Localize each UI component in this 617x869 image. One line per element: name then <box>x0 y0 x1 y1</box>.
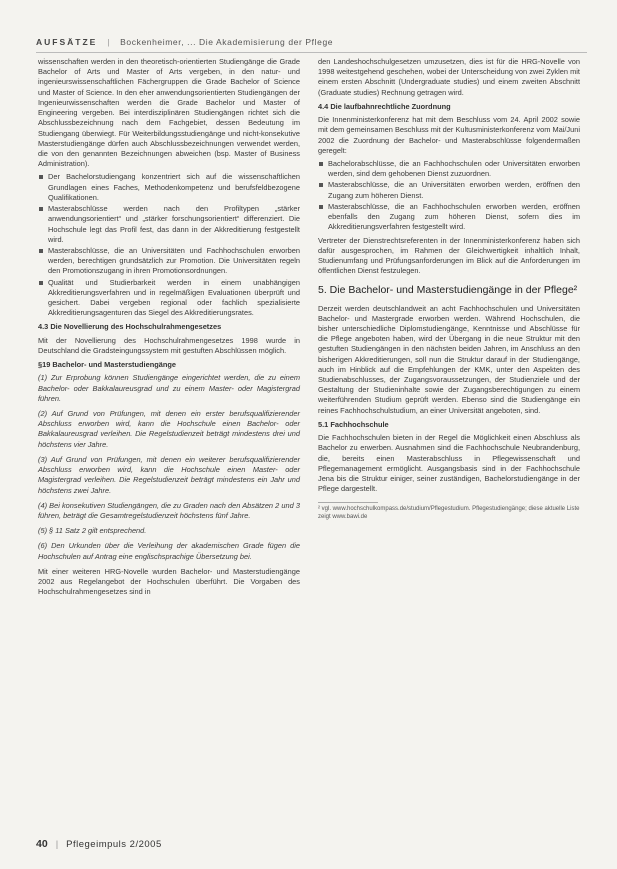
law-paragraph: (4) Bei konsekutiven Studiengängen, die zu Graden nach den Absätzen 2 und 3 führen, beträgt die Gesamtregelstudienzeit höchstens fünf Jahre. <box>38 500 300 520</box>
section-heading-pflege: 5. Die Bachelor- und Masterstudiengänge in der Pflege² <box>318 284 578 297</box>
law-heading: §19 Bachelor- und Masterstudiengänge <box>38 360 176 370</box>
right-column <box>318 57 580 522</box>
right-paragraph-3: Vertreter der Dienstrechtsreferenten in der Innenministerkonferenz haben sich dafür ausgesprochen, im Rahmen der Gleichwertigkeit inhaltlich Inhalt, Studienumfang und Prüfungsanforderungen im Blick auf die Anforderungen im öffentlichen Dienst festzulegen. <box>318 235 580 276</box>
law-paragraph: (3) Auf Grund von Prüfungen, mit denen ein weiterer berufsqualifizierender Abschluss erworben wird, kann die Hochschule einen Master- oder Magistergrad verleihen. Die Regelstudienzeit beträgt mindestens ein Jahr und höchstens zwei Jahre. <box>38 454 300 495</box>
page-footer <box>36 838 162 850</box>
subheading-hrg: 4.3 Die Novellierung des Hochschulrahmengesetzes <box>38 322 222 332</box>
footnote-rule <box>318 502 378 503</box>
closing-paragraph: Mit einer weiteren HRG-Novelle wurden Bachelor- und Masterstudiengänge 2002 aus Regelangebot der Hochschulen überführt. Die Vorgaben des Hochschulrahmengesetzes sind in <box>38 566 300 597</box>
right-bullet-list <box>318 159 580 233</box>
left-bullet-list <box>38 172 300 318</box>
journal-name: Pflegeimpuls 2/2005 <box>66 838 162 850</box>
law-paragraph: (5) § 11 Satz 2 gilt entsprechend. <box>38 526 147 536</box>
law-paragraph: (1) Zur Erprobung können Studiengänge eingerichtet werden, die zu einem Bachelor- oder Bakkalaureusgrad und zu einem Master- oder Magistergrad führen. <box>38 373 300 403</box>
list-item: Bachelorabschlüsse, die an Fachhochschulen oder Universitäten erworben werden, sind dem gehobenen Dienst zuzuordnen. <box>328 158 580 179</box>
hrg-paragraph: Mit der Novellierung des Hochschulrahmengesetzes 1998 wurde in Deutschland die Gradsteingungssystem mit gestuften Abschlüssen möglich. <box>38 335 300 355</box>
header-rule <box>36 52 587 53</box>
footnote: ² vgl. www.hochschulkompass.de/studium/Pflegestudium. Pflegestudiengänge; diese aktuelle Liste zeigt www.bawi.de <box>318 506 580 521</box>
intro-paragraph: wissenschaften werden in den theoretisch-orientierten Studiengänge die Grade Bachelor of Arts und Master of Arts vergeben, in den natur- und ingenieurswissenschaftlichen Fächergruppen die Grade Bachelor of Science und Master of Science. In den eher anwendungsorientierten Studiengängen der Ingenieurwissenschaften werden die Grade Bachelor und Master of Engineering vergeben. Bei interdisziplinären Studiengängen richtet sich die Abschlussbezeichnung nach dem Fachgebiet, dessen Bedeutung im Studiengang überwiegt. Für Weiterbildungsstudiengänge und nicht-konsekutive Masterstudiengänge dürfen auch Abschlussbezeichnungen verwendet werden, die von den genannten Bezeichnungen abweichen (bsp. Master of Business Administration). <box>38 57 300 169</box>
law-text <box>38 373 300 562</box>
subheading-fachhochschule: 5.1 Fachhochschule <box>318 419 389 429</box>
list-item: Masterabschlüsse, die an Fachhochschulen erworben werden, eröffnen ebenfalls den Zugang zum höheren Dienst, sofern dies im Akkreditierungsverfahren festgestellt wird. <box>328 201 580 232</box>
page-number: 40 <box>36 838 48 850</box>
running-title: Bockenheimer, ... Die Akademisierung der Pflege <box>120 37 334 47</box>
right-paragraph-5: Die Fachhochschulen bieten in der Regel die Möglichkeit einen Abschluss als Bachelor zu erwerben. Ausnahmen sind die Fachhochschule Neubrandenburg, die, bereits einen Masterabschluss in Pflegewissenschaft und Pflegemanagement ermöglicht. Ausgangsbasis sind in der Fachhochschule Jena bis die Struktur einiger, seiner zuständigen, Bachelorstudiengänge in der Pflege dargestellt. <box>318 433 580 494</box>
list-item: Masterabschlüsse, die an Universitäten und Fachhochschulen erworben werden, berechtigen grundsätzlich zur Promotion. Die Universitäten regeln den Promotionszugang in ihren Promotionsordnungen. <box>48 245 300 276</box>
footer-divider: | <box>55 838 59 850</box>
section-label: AUFSÄTZE <box>36 37 98 47</box>
right-paragraph-4: Derzeit werden deutschlandweit an acht Fachhochschulen und Universitäten Bachelor- und Mastergrade erworben werden. Während Hochschulen, die bisher unterschiedliche Diplomstudiengänge, Kenntnisse und Abschlüsse für die Pflege angeboten haben, wird der Übergang in die neue Struktur mit den gestuften Studiengängen in den nächsten beiden Jahren, im Anschluss an den bisherigen Akkreditierungen, soll nun die Struktur darauf in der Studiengänge, auch im Hinblick auf die Empfehlungen der KMK, unter den Aspekten des Studienabschlusses, der Zugangsvoraussetzungen, der Studienziele und der Gestaltung der Studieninhalte sowie der Zugangsberechtigungen zu einem weiterführenden Studium geprüft werden. Ebenso sind die Studiengänge ein reines Fachhochschulstudium, an einer Universität angeboten, sind. <box>318 303 580 415</box>
subheading-laufbahn: 4.4 Die laufbahnrechtliche Zuordnung <box>318 101 451 111</box>
list-item: Qualität und Studierbarkeit werden in einem unabhängigen Akkreditierungsverfahren und in regelmäßigen Evaluationen überprüft und gesichert. Dabei vergeben regional oder fachlich spezialisierte Akkreditierungsagenturen das Siegel des Akkreditierungsrates. <box>48 277 300 318</box>
header-divider: | <box>107 37 111 47</box>
right-paragraph-1: den Landeshochschulgesetzen umzusetzen, dies ist für die HRG-Novelle von 1998 weitestgehend geschehen, wobei der Unterscheidung von zwei Zyklen mit einem ersten Abschnitt (Undergraduate studies) und einem zweiten Abschnitt (Graduate studies) Rechnung getragen wird. <box>318 57 580 97</box>
list-item: Der Bachelorstudiengang konzentriert sich auf die wissenschaftlichen Grundlagen eines Faches, Methodenkompetenz und berufsfeldbezogene Qualifikationen. <box>48 172 300 202</box>
running-header <box>36 37 597 47</box>
left-column <box>38 57 300 601</box>
list-item: Masterabschlüsse werden nach den Profiltypen „stärker anwendungsorientiert“ und „stärker forschungsorientiert“ differenziert. Die Hochschule legt das Profil fest, das dann in der Akkreditierung festgestellt wird. <box>48 204 300 244</box>
list-item: Masterabschlüsse, die an Universitäten erworben werden, eröffnen den Zugang zum höheren Dienst. <box>328 180 580 200</box>
law-paragraph: (2) Auf Grund von Prüfungen, mit denen ein erster berufsqualifizierender Abschluss erworben wird, kann die Hochschule einen Bachelor- oder Bakkalaureusgrad verleihen. Die Regelstudienzeit beträgt mindestens drei und höchstens vier Jahre. <box>38 409 300 449</box>
right-paragraph-2: Die Innenministerkonferenz hat mit dem Beschluss vom 24. April 2002 sowie mit dem gemeinsamen Beschluss mit der Kultusministerkonferenz vom Mai/Juni 2002 die Zuordnung der Bachelor- und Masterabschlüsse folgendermaßen geregelt: <box>318 115 580 155</box>
law-paragraph: (6) Den Urkunden über die Verleihung der akademischen Grade fügen die Hochschulen auf Antrag eine englischsprachige Übersetzung bei. <box>38 541 300 561</box>
